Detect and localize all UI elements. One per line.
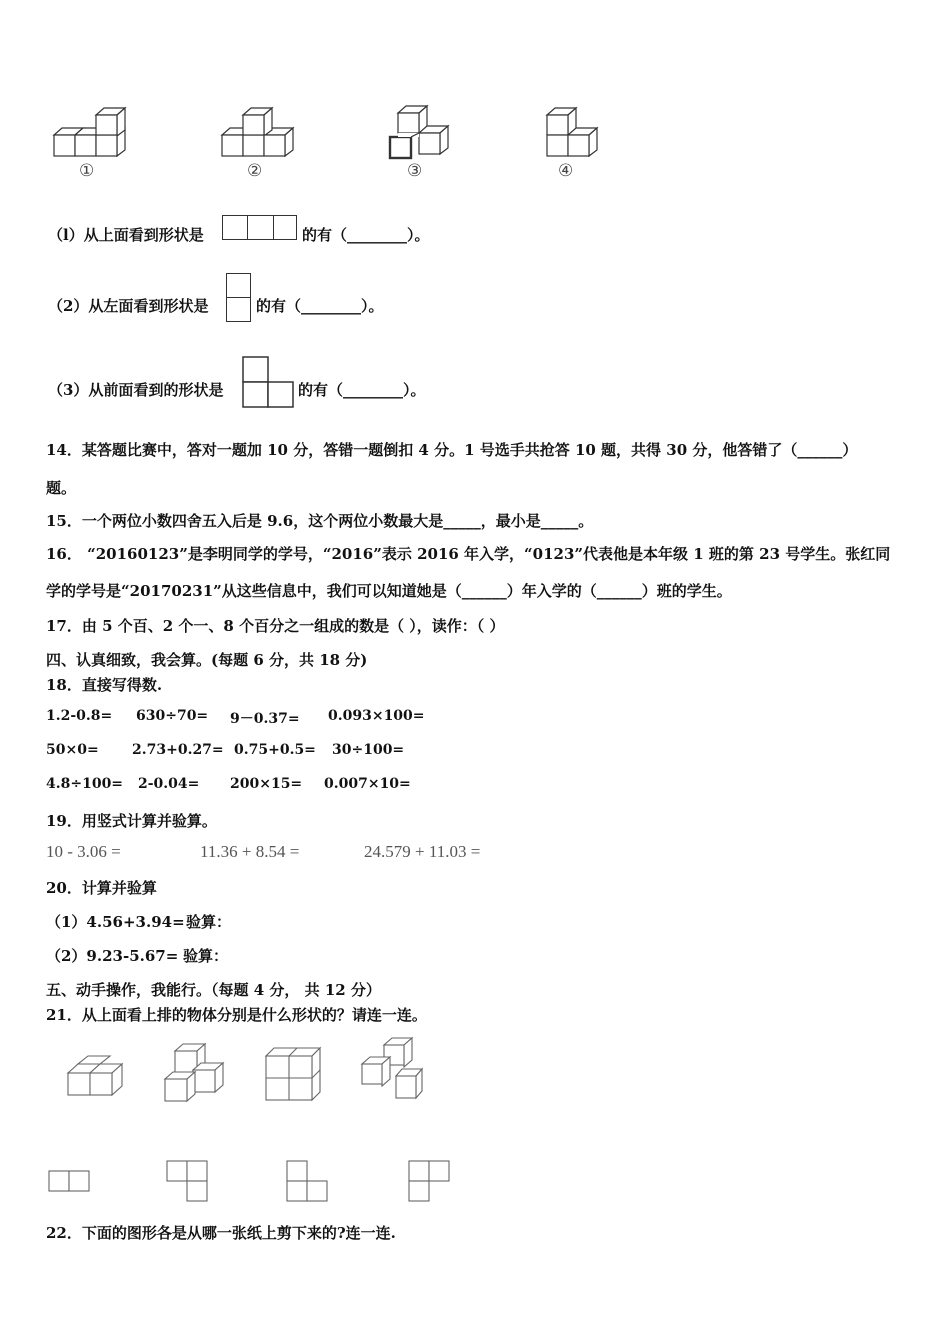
top-view-d-icon	[408, 1160, 454, 1204]
left-view-two-squares-icon	[226, 273, 251, 322]
figure-label-3: ③	[407, 161, 423, 181]
q18-r1-c3: 9－0.37=	[230, 711, 300, 727]
cube-figure-4-icon	[547, 108, 607, 160]
q16-line1: 16． “20160123”是李明同学的学号，“2016”表示 2016 年入学，“0123”代表他是本年级 1 班的第 23 号学生。张红同	[46, 545, 891, 563]
front-view-l-shape-icon	[242, 356, 296, 408]
q18-r3-c4: 0.007×10=	[324, 776, 411, 792]
q18-r1-c2: 630÷70=	[136, 708, 209, 724]
q13-part2-prefix: （2）从左面看到形状是	[48, 297, 209, 315]
q18-r2-c3: 0.75+0.5=	[234, 742, 316, 758]
q13-part3-suffix: 的有（________）。	[298, 381, 426, 399]
q18-r2-c1: 50×0=	[46, 742, 99, 758]
q18-r2-c4: 30÷100=	[332, 742, 405, 758]
q20-part2-check: 验算：	[183, 947, 229, 965]
q18-r3-c1: 4.8÷100=	[46, 776, 124, 792]
q20-part1-check: 验算：	[186, 913, 232, 931]
q18-r1-c4: 0.093×100=	[328, 708, 425, 724]
figure-label-2: ②	[247, 161, 263, 181]
figure-label-1: ①	[79, 161, 95, 181]
q13-part1-suffix: 的有（________）。	[302, 226, 430, 244]
q15-text: 15．一个两位小数四舍五入后是 9.6，这个两位小数最大是_____，最小是_____。	[46, 512, 594, 530]
q19-item-3: 24.579 + 11.03 =	[364, 842, 481, 861]
q13-part2-suffix: 的有（________）。	[256, 297, 384, 315]
q20-part1-expr: （1）4.56+3.94=	[46, 913, 185, 931]
cube-figure-2-icon	[222, 108, 302, 160]
q14-line2: 题。	[46, 479, 77, 497]
q17-text: 17．由 5 个百、2 个一、8 个百分之一组成的数是（ ），读作：（ ）	[46, 617, 505, 635]
top-view-three-squares-icon	[222, 215, 297, 240]
q18-title: 18．直接写得数.	[46, 676, 163, 694]
cube-figure-3-icon	[390, 106, 454, 160]
cube-figure-1-icon	[54, 108, 134, 160]
cube-object-a-icon	[68, 1056, 126, 1100]
cube-object-b-icon	[163, 1042, 227, 1102]
section5-heading: 五、动手操作，我能行。（每题 4 分， 共 12 分）	[46, 981, 381, 999]
q22-title: 22．下面的图形各是从哪一张纸上剪下来的?连一连.	[46, 1224, 396, 1242]
section4-heading: 四、认真细致，我会算。(每题 6 分，共 18 分)	[46, 651, 368, 669]
cube-object-d-icon	[360, 1036, 424, 1100]
q20-title: 20．计算并验算	[46, 879, 157, 897]
q18-r1-c1: 1.2-0.8=	[46, 708, 113, 724]
figure-label-4: ④	[558, 161, 574, 181]
q18-r2-c2: 2.73+0.27=	[132, 742, 224, 758]
top-view-a-icon	[48, 1170, 92, 1194]
cube-object-c-icon	[264, 1046, 324, 1102]
top-view-c-icon	[286, 1160, 332, 1204]
q21-title: 21．从上面看上排的物体分别是什么形状的？请连一连。	[46, 1006, 427, 1024]
q19-item-1: 10 - 3.06 =	[46, 842, 121, 861]
q19-item-2: 11.36 + 8.54 =	[200, 842, 300, 861]
q13-part3-prefix: （3）从前面看到的形状是	[48, 381, 224, 399]
q20-part2-expr: （2）9.23-5.67=	[46, 947, 179, 965]
q19-title: 19．用竖式计算并验算。	[46, 812, 217, 830]
q18-r3-c3: 200×15=	[230, 776, 303, 792]
q14-line1: 14．某答题比赛中，答对一题加 10 分，答错一题倒扣 4 分。1 号选手共抢答 10 题，共得 30 分，他答错了（______）	[46, 441, 858, 459]
top-view-b-icon	[166, 1160, 212, 1204]
q13-part1-prefix: （l）从上面看到形状是	[48, 226, 204, 244]
q16-line2: 学的学号是“20170231”从这些信息中，我们可以知道她是（______）年入学的（______）班的学生。	[46, 582, 732, 600]
q18-r3-c2: 2-0.04=	[138, 776, 200, 792]
